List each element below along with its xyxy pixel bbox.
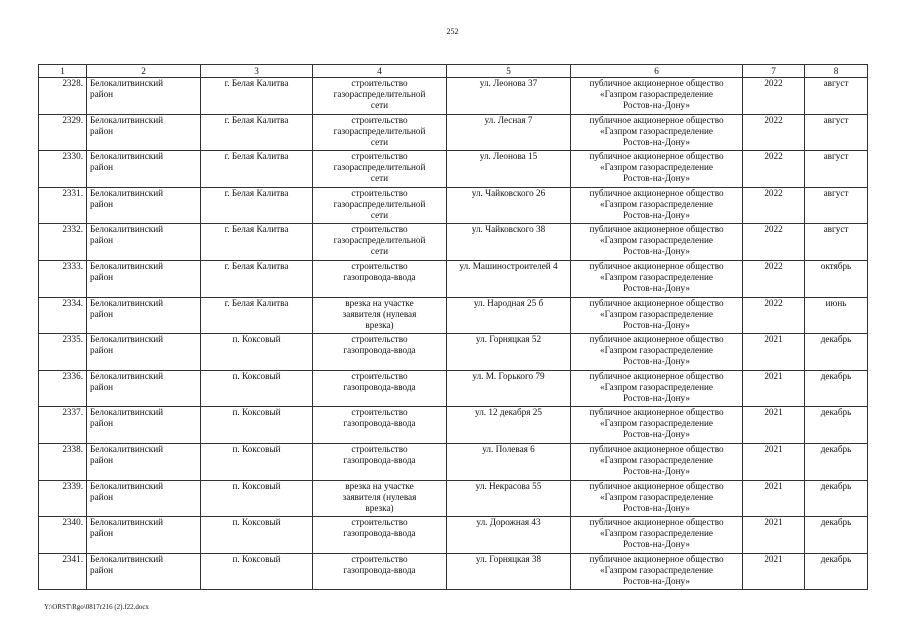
row-number: 2333. [39, 260, 87, 297]
address-cell: ул. М. Горького 79 [447, 370, 571, 407]
locality-cell: г. Белая Калитва [201, 78, 313, 115]
work-type-cell: строительство газораспределительной сети [313, 187, 447, 224]
row-number: 2330. [39, 151, 87, 188]
address-cell: ул. Горняцкая 52 [447, 334, 571, 371]
year-cell: 2021 [743, 443, 805, 480]
table-row [39, 334, 868, 371]
locality-cell: п. Коксовый [201, 480, 313, 517]
year-cell: 2021 [743, 480, 805, 517]
district-cell: Белокалитвинский район [87, 480, 201, 517]
district-cell: Белокалитвинский район [87, 297, 201, 334]
district-cell: Белокалитвинский район [87, 151, 201, 188]
table-header-row [39, 65, 868, 78]
month-cell: октябрь [805, 260, 868, 297]
month-cell: декабрь [805, 553, 868, 590]
table-row [39, 114, 868, 151]
address-cell: ул. Чайковского 38 [447, 224, 571, 261]
work-type-cell: строительство газопровода-ввода [313, 517, 447, 554]
table-row [39, 260, 868, 297]
locality-cell: г. Белая Калитва [201, 224, 313, 261]
locality-cell: г. Белая Калитва [201, 114, 313, 151]
year-cell: 2022 [743, 151, 805, 188]
year-cell: 2022 [743, 78, 805, 115]
table-row [39, 297, 868, 334]
month-cell: июнь [805, 297, 868, 334]
work-type-cell: строительство газопровода-ввода [313, 370, 447, 407]
year-cell: 2021 [743, 517, 805, 554]
table-row [39, 187, 868, 224]
address-cell: ул. Лесная 7 [447, 114, 571, 151]
row-number: 2332. [39, 224, 87, 261]
year-cell: 2021 [743, 553, 805, 590]
address-cell: ул. Леонова 15 [447, 151, 571, 188]
organization-cell: публичное акционерное общество «Газпром газораспределение Ростов-на-Дону» [571, 480, 743, 517]
district-cell: Белокалитвинский район [87, 517, 201, 554]
work-type-cell: строительство газопровода-ввода [313, 260, 447, 297]
locality-cell: п. Коксовый [201, 334, 313, 371]
month-cell: декабрь [805, 480, 868, 517]
organization-cell: публичное акционерное общество «Газпром газораспределение Ростов-на-Дону» [571, 114, 743, 151]
row-number: 2335. [39, 334, 87, 371]
work-type-cell: строительство газораспределительной сети [313, 78, 447, 115]
column-header: 3 [201, 65, 313, 78]
organization-cell: публичное акционерное общество «Газпром газораспределение Ростов-на-Дону» [571, 260, 743, 297]
organization-cell: публичное акционерное общество «Газпром газораспределение Ростов-на-Дону» [571, 407, 743, 444]
month-cell: декабрь [805, 407, 868, 444]
district-cell: Белокалитвинский район [87, 224, 201, 261]
table-row [39, 370, 868, 407]
address-cell: ул. Некрасова 55 [447, 480, 571, 517]
column-header: 7 [743, 65, 805, 78]
column-header: 4 [313, 65, 447, 78]
row-number: 2338. [39, 443, 87, 480]
address-cell: ул. Леонова 37 [447, 78, 571, 115]
work-type-cell: строительство газопровода-ввода [313, 407, 447, 444]
column-header: 6 [571, 65, 743, 78]
column-header: 8 [805, 65, 868, 78]
month-cell: декабрь [805, 517, 868, 554]
month-cell: август [805, 114, 868, 151]
work-type-cell: строительство газораспределительной сети [313, 114, 447, 151]
data-table [38, 64, 868, 590]
locality-cell: п. Коксовый [201, 407, 313, 444]
locality-cell: п. Коксовый [201, 370, 313, 407]
work-type-cell: врезка на участке заявителя (нулевая врезка) [313, 297, 447, 334]
work-type-cell: строительство газораспределительной сети [313, 151, 447, 188]
month-cell: декабрь [805, 334, 868, 371]
year-cell: 2022 [743, 260, 805, 297]
address-cell: ул. Машиностроителей 4 [447, 260, 571, 297]
month-cell: август [805, 224, 868, 261]
table-row [39, 78, 868, 115]
row-number: 2341. [39, 553, 87, 590]
row-number: 2336. [39, 370, 87, 407]
district-cell: Белокалитвинский район [87, 260, 201, 297]
locality-cell: г. Белая Калитва [201, 187, 313, 224]
row-number: 2340. [39, 517, 87, 554]
month-cell: август [805, 187, 868, 224]
month-cell: декабрь [805, 443, 868, 480]
column-header: 5 [447, 65, 571, 78]
table-row [39, 224, 868, 261]
year-cell: 2022 [743, 187, 805, 224]
district-cell: Белокалитвинский район [87, 553, 201, 590]
footer-file-path: Y:\ORST\Rgo\0817r216 (2).f22.docx [44, 603, 149, 611]
organization-cell: публичное акционерное общество «Газпром газораспределение Ростов-на-Дону» [571, 370, 743, 407]
district-cell: Белокалитвинский район [87, 370, 201, 407]
table-row [39, 151, 868, 188]
organization-cell: публичное акционерное общество «Газпром газораспределение Ростов-на-Дону» [571, 334, 743, 371]
year-cell: 2022 [743, 297, 805, 334]
table-row [39, 553, 868, 590]
year-cell: 2022 [743, 114, 805, 151]
year-cell: 2022 [743, 224, 805, 261]
work-type-cell: строительство газопровода-ввода [313, 553, 447, 590]
organization-cell: публичное акционерное общество «Газпром газораспределение Ростов-на-Дону» [571, 553, 743, 590]
work-type-cell: строительство газопровода-ввода [313, 443, 447, 480]
table-row [39, 480, 868, 517]
row-number: 2334. [39, 297, 87, 334]
year-cell: 2021 [743, 407, 805, 444]
address-cell: ул. 12 декабря 25 [447, 407, 571, 444]
locality-cell: п. Коксовый [201, 517, 313, 554]
district-cell: Белокалитвинский район [87, 334, 201, 371]
column-header: 1 [39, 65, 87, 78]
work-type-cell: строительство газораспределительной сети [313, 224, 447, 261]
organization-cell: публичное акционерное общество «Газпром газораспределение Ростов-на-Дону» [571, 297, 743, 334]
district-cell: Белокалитвинский район [87, 443, 201, 480]
locality-cell: г. Белая Калитва [201, 297, 313, 334]
locality-cell: г. Белая Калитва [201, 151, 313, 188]
row-number: 2328. [39, 78, 87, 115]
year-cell: 2021 [743, 334, 805, 371]
page-number: 252 [446, 27, 459, 36]
table-row [39, 407, 868, 444]
district-cell: Белокалитвинский район [87, 114, 201, 151]
work-type-cell: строительство газопровода-ввода [313, 334, 447, 371]
address-cell: ул. Дорожная 43 [447, 517, 571, 554]
organization-cell: публичное акционерное общество «Газпром газораспределение Ростов-на-Дону» [571, 224, 743, 261]
locality-cell: п. Коксовый [201, 443, 313, 480]
address-cell: ул. Чайковского 26 [447, 187, 571, 224]
month-cell: декабрь [805, 370, 868, 407]
district-cell: Белокалитвинский район [87, 407, 201, 444]
row-number: 2339. [39, 480, 87, 517]
month-cell: август [805, 151, 868, 188]
row-number: 2329. [39, 114, 87, 151]
address-cell: ул. Полевая 6 [447, 443, 571, 480]
district-cell: Белокалитвинский район [87, 187, 201, 224]
locality-cell: г. Белая Калитва [201, 260, 313, 297]
table-row [39, 517, 868, 554]
organization-cell: публичное акционерное общество «Газпром газораспределение Ростов-на-Дону» [571, 517, 743, 554]
organization-cell: публичное акционерное общество «Газпром газораспределение Ростов-на-Дону» [571, 151, 743, 188]
organization-cell: публичное акционерное общество «Газпром газораспределение Ростов-на-Дону» [571, 78, 743, 115]
address-cell: ул. Народная 25 б [447, 297, 571, 334]
organization-cell: публичное акционерное общество «Газпром газораспределение Ростов-на-Дону» [571, 187, 743, 224]
district-cell: Белокалитвинский район [87, 78, 201, 115]
locality-cell: п. Коксовый [201, 553, 313, 590]
work-type-cell: врезка на участке заявителя (нулевая врезка) [313, 480, 447, 517]
organization-cell: публичное акционерное общество «Газпром газораспределение Ростов-на-Дону» [571, 443, 743, 480]
address-cell: ул. Горняцкая 38 [447, 553, 571, 590]
year-cell: 2021 [743, 370, 805, 407]
table-row [39, 443, 868, 480]
month-cell: август [805, 78, 868, 115]
row-number: 2337. [39, 407, 87, 444]
row-number: 2331. [39, 187, 87, 224]
column-header: 2 [87, 65, 201, 78]
